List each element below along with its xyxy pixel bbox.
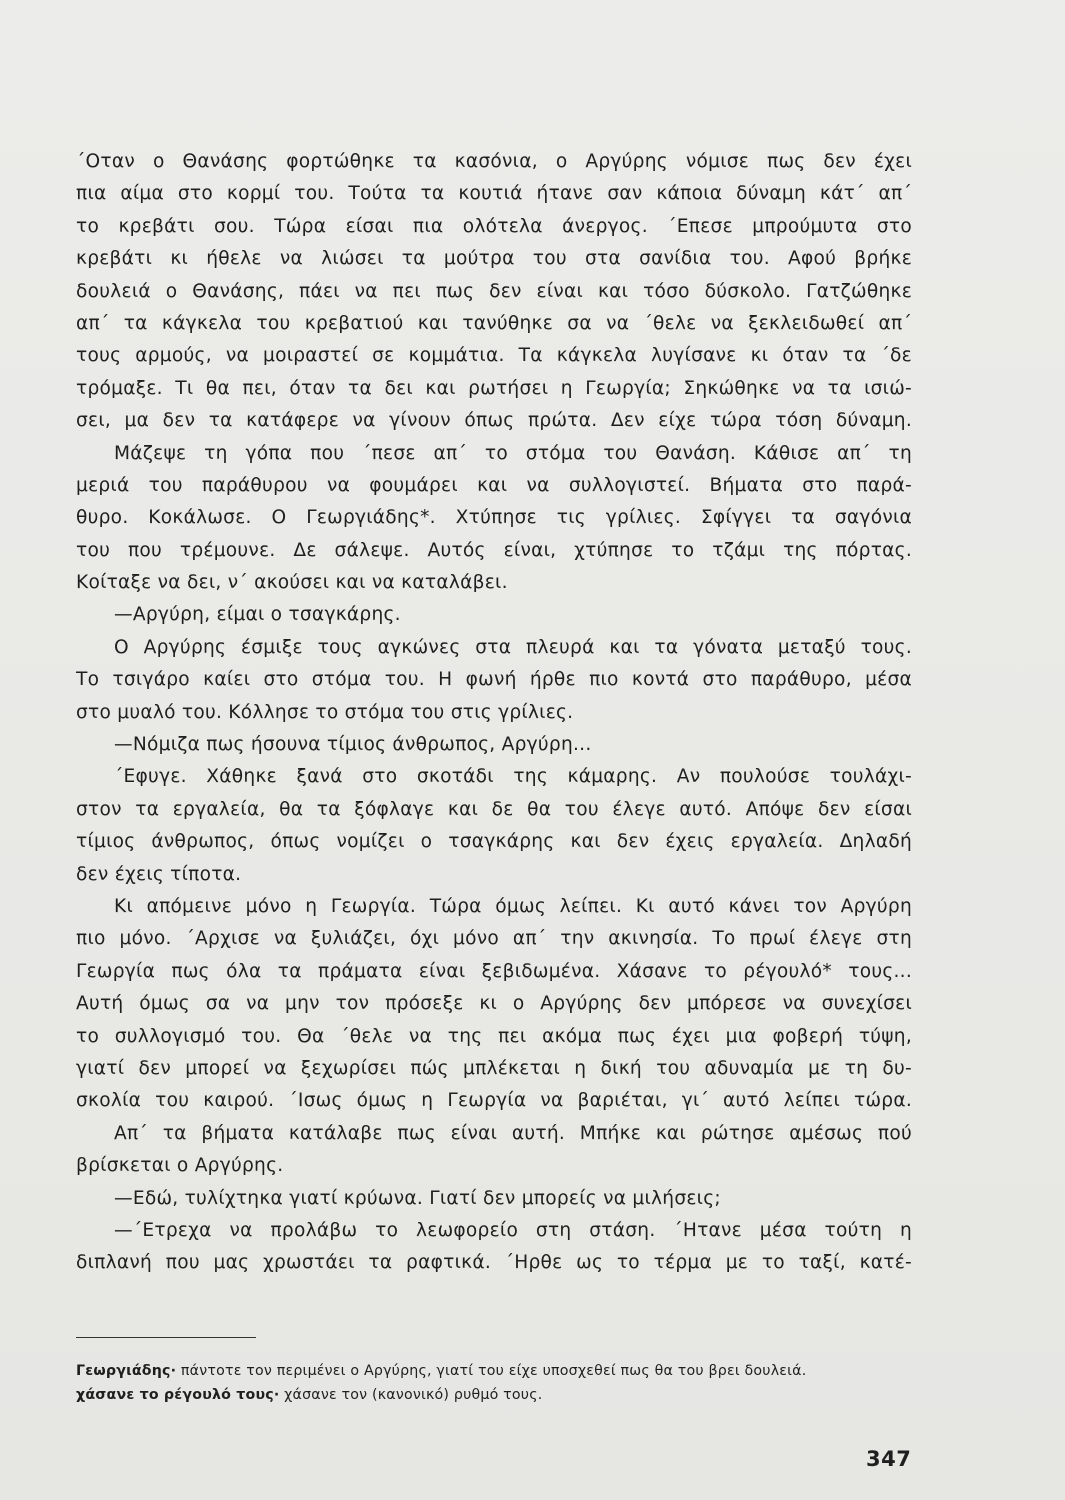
paragraph <box>76 632 912 729</box>
footnote-divider <box>76 1337 256 1338</box>
text-line: δεν έχεις τίποτα. <box>76 863 242 885</box>
text-line: Απ΄ τα βήματα κατάλαβε πως είναι αυτή. Μπήκε και ρώτησε αμέσως πού <box>114 1122 912 1144</box>
footnote-text: πάντοτε τον περιμένει ο Αργύρης, γιατί του είχε υποσχεθεί πως θα του βρει δουλειά. <box>176 1363 807 1379</box>
text-line: Κοίταξε να δει, ν΄ ακούσει και να καταλάβει. <box>76 572 508 594</box>
text-line: Το τσιγάρο καίει στο στόμα του. Η φωνή ήρθε πιο κοντά στο παράθυρο, μέσα <box>76 669 912 691</box>
dialog-paragraph <box>76 729 912 761</box>
text-line: Γεωργία πως όλα τα πράματα είναι ξεβιδωμένα. Χάσανε το ρέγουλό* τους... <box>76 960 912 982</box>
dialog-paragraph <box>76 599 912 631</box>
text-line: σει, μα δεν τα κατάφερε να γίνουν όπως πρώτα. Δεν είχε τώρα τόση δύναμη. <box>76 410 912 432</box>
text-line: πιο μόνο. ΄Αρχισε να ξυλιάζει, όχι μόνο απ΄ την ακινησία. Το πρωί έλεγε στη <box>76 928 912 950</box>
text-line: δουλειά ο Θανάσης, πάει να πει πως δεν είναι και τόσο δύσκολο. Γατζώθηκε <box>76 280 912 302</box>
paragraph <box>76 1118 912 1183</box>
text-line: ΄Εφυγε. Χάθηκε ξανά στο σκοτάδι της κάμαρης. Αν πουλούσε τουλάχι- <box>114 766 912 788</box>
text-line: στον τα εργαλεία, θα τα ξόφλαγε και δε θα του έλεγε αυτό. Απόψε δεν είσαι <box>76 798 912 820</box>
text-line: —Νόμιζα πως ήσουνα τίμιος άνθρωπος, Αργύρη... <box>114 734 592 756</box>
body-text <box>76 146 912 1280</box>
text-line: μεριά του παράθυρου να φουμάρει και να συλλογιστεί. Βήματα στο παρά- <box>76 474 912 496</box>
footnote-text: χάσανε τον (κανονικό) ρυθμό τους. <box>279 1387 543 1403</box>
text-line: γιατί δεν μπορεί να ξεχωρίσει πώς μπλέκεται η δική του αδυναμία με τη δυ- <box>76 1057 912 1079</box>
text-line: Αυτή όμως σα να μην τον πρόσεξε κι ο Αργύρης δεν μπόρεσε να συνεχίσει <box>76 993 912 1015</box>
paragraph <box>76 146 912 438</box>
text-line: —Εδώ, τυλίχτηκα γιατί κρύωνα. Γιατί δεν μπορείς να μιλήσεις; <box>114 1187 721 1209</box>
text-line: ΄Οταν ο Θανάσης φορτώθηκε τα κασόνια, ο Αργύρης νόμισε πως δεν έχει <box>76 151 912 172</box>
paragraph <box>76 891 912 1118</box>
text-line: το κρεβάτι σου. Τώρα είσαι πια ολότελα άνεργος. ΄Επεσε μπρούμυτα στο <box>76 215 912 237</box>
dialog-paragraph <box>76 1183 912 1215</box>
text-line: τρόμαξε. Τι θα πει, όταν τα δει και ρωτήσει η Γεωργία; Σηκώθηκε να τα ισιώ- <box>76 377 912 399</box>
text-line: τους αρμούς, να μοιραστεί σε κομμάτια. Τα κάγκελα λυγίσανε κι όταν τα ΄δε <box>76 345 912 367</box>
text-line: θυρο. Κοκάλωσε. Ο Γεωργιάδης*. Χτύπησε τις γρίλιες. Σφίγγει τα σαγόνια <box>76 507 912 529</box>
footnote <box>76 1359 916 1383</box>
paragraph <box>76 438 912 600</box>
footnotes <box>76 1359 916 1407</box>
text-line: το συλλογισμό του. Θα ΄θελε να της πει ακόμα πως έχει μια φοβερή τύψη, <box>76 1025 912 1047</box>
text-line: —΄Ετρεχα να προλάβω το λεωφορείο στη στάση. ΄Ητανε μέσα τούτη η <box>114 1219 912 1241</box>
dialog-paragraph <box>76 1215 912 1280</box>
text-line: πια αίμα στο κορμί του. Τούτα τα κουτιά ήτανε σαν κάποια δύναμη κάτ΄ απ΄ <box>76 183 912 205</box>
text-line: τίμιος άνθρωπος, όπως νομίζει ο τσαγκάρης και δεν έχεις εργαλεία. Δηλαδή <box>76 831 912 853</box>
text-line: διπλανή που μας χρωστάει τα ραφτικά. ΄Ηρθε ως το τέρμα με το ταξί, κατέ- <box>76 1252 912 1274</box>
text-line: στο μυαλό του. Κόλλησε το στόμα του στις γρίλιες. <box>76 701 574 723</box>
text-line: Ο Αργύρης έσμιξε τους αγκώνες στα πλευρά και τα γόνατα μεταξύ τους. <box>114 636 912 658</box>
text-line: του που τρέμουνε. Δε σάλεψε. Αυτός είναι, χτύπησε το τζάμι της πόρτας. <box>76 539 912 561</box>
text-line: σκολία του καιρού. ΄Ισως όμως η Γεωργία να βαριέται, γι΄ αυτό λείπει τώρα. <box>76 1090 912 1112</box>
text-line: —Αργύρη, είμαι ο τσαγκάρης. <box>114 604 401 626</box>
page-number: 347 <box>866 1447 912 1471</box>
text-line: κρεβάτι κι ήθελε να λιώσει τα μούτρα του στα σανίδια του. Αφού βρήκε <box>76 248 912 270</box>
paragraph <box>76 761 912 891</box>
footnote-term: χάσανε το ρέγουλό τους· <box>76 1387 280 1403</box>
text-line: βρίσκεται ο Αργύρης. <box>76 1155 284 1177</box>
text-line: Κι απόμεινε μόνο η Γεωργία. Τώρα όμως λείπει. Κι αυτό κάνει τον Αργύρη <box>114 895 912 917</box>
text-line: Μάζεψε τη γόπα που ΄πεσε απ΄ το στόμα του Θανάση. Κάθισε απ΄ τη <box>114 442 912 464</box>
text-line: απ΄ τα κάγκελα του κρεβατιού και τανύθηκε σα να ΄θελε να ξεκλειδωθεί απ΄ <box>76 312 912 334</box>
footnote <box>76 1383 916 1407</box>
footnote-term: Γεωργιάδης· <box>76 1363 177 1379</box>
